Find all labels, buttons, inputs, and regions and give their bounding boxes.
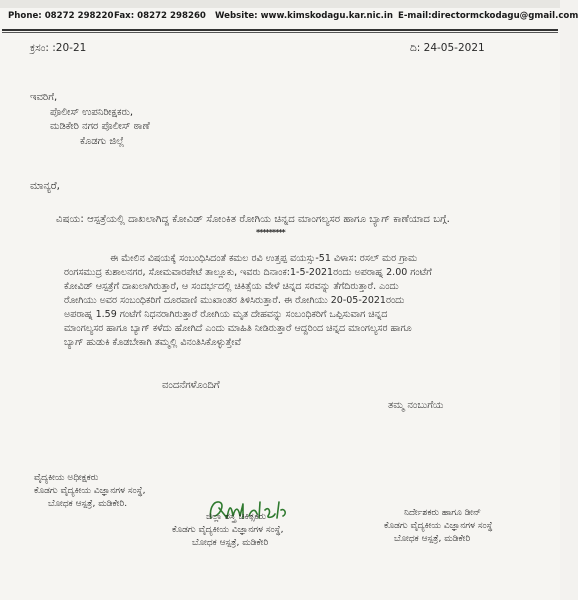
body-line-5: ಅಪರಾಹ್ನ 1.59 ಗಂಟೆಗೆ ನಿಧನರಾಗಿರುತ್ತಾರೆ ರೋಗಿಯ ಮೃತ ದೇಹವನ್ನು ಸಂಬಂಧಿಕರಿಗೆ ಒಪ್ಪಿಸುವಾಗ ಚಿನ್ನದ [64, 309, 388, 320]
signatory-2-title: ಜಿಲ್ಲಾ ಶಸ್ತ್ರ ಚಿಕಿತ್ಸಕರು [206, 512, 267, 522]
signatory-medical-superintendent [34, 472, 146, 511]
recipient-line-3: ಕೊಡಗು ಜಿಲ್ಲೆ [80, 136, 125, 147]
letter-date: ದಿ: 24-05-2021 [410, 42, 485, 54]
body-line-7: ಬ್ಯಾಗ್ ಹುಡುಕಿ ಕೊಡಬೇಕಾಗಿ ತಮ್ಮಲ್ಲಿ ವಿನಂತಿಸಿಕೊಳ್ಳುತ್ತೇವೆ [64, 337, 241, 348]
signatory-1-title: ವೈದ್ಯಕೀಯ ಅಧೀಕ್ಷಕರು [34, 473, 99, 483]
body-line-2: ರಂಗಸಮುದ್ರ ಕುಶಾಲನಗರ, ಸೋಮವಾರಪೇಟೆ ತಾಲ್ಲೂಕು, ಇವರು ದಿನಾಂಕ:1-5-2021ರಂದು ಅಪರಾಹ್ನ 2.00 ಗಂಟೆಗೆ [64, 267, 432, 278]
page-top-edge [0, 0, 560, 8]
subject-line: ವಿಷಯ: ಆಸ್ಪತ್ರೆಯಲ್ಲಿ ದಾಖಲಾಗಿದ್ದ ಕೋವಿಡ್ ಸೋಂಕಿತ ರೋಗಿಯ ಚಿನ್ನದ ಮಾಂಗಲ್ಯಸರ ಹಾಗೂ ಬ್ಯಾಗ್ ಕಾಣೆಯಾದ ಬಗ್ಗೆ. [56, 214, 450, 225]
letterhead-rule [2, 29, 558, 31]
signatory-3-institute: ಕೊಡಗು ವೈದ್ಯಕೀಯ ವಿಜ್ಞಾನಗಳ ಸಂಸ್ಥೆ [384, 521, 493, 531]
recipient-to: ಇವರಿಗೆ, [30, 92, 58, 103]
reference-number: ಕ್ರಸಂ: :20-21 [30, 42, 87, 54]
signatory-district-surgeon [172, 511, 284, 550]
signatory-2-institute: ಕೊಡಗು ವೈದ್ಯಕೀಯ ವಿಜ್ಞಾನಗಳ ಸಂಸ್ಥೆ, [172, 525, 284, 535]
closing-yours-faithfully: ತಮ್ಮ ನಂಬುಗೆಯ [388, 400, 444, 411]
body-line-1: ಈ ಮೇಲಿನ ವಿಷಯಕ್ಕೆ ಸಂಬಂಧಿಸಿದಂತೆ ಕಮಲ ರವಿ ಉತ್ತಪ್ಪ ವಯಸ್ಸು-51 ವಿಳಾಸ: ರಸಲ್ ಮರ ಗ್ರಾಮ [110, 253, 418, 264]
letterhead-email: E-mail:directormckodagu@gmail.com [398, 11, 578, 21]
signatory-director-dean [384, 507, 493, 546]
signatory-3-title: ನಿರ್ದೇಶಕರು ಹಾಗೂ ಡೀನ್ [404, 508, 481, 518]
letterhead-contact-bar [2, 9, 578, 27]
closing-greeting: ವಂದನೆಗಳೊಂದಿಗೆ [162, 380, 220, 391]
signatory-1-institute: ಕೊಡಗು ವೈದ್ಯಕೀಯ ವಿಜ್ಞಾನಗಳ ಸಂಸ್ಥೆ, [34, 486, 146, 496]
letterhead-website: Website: www.kimskodagu.kar.nic.in [215, 11, 393, 21]
salutation: ಮಾನ್ಯರೆ, [30, 180, 60, 192]
signatory-3-hospital: ಬೋಧಕ ಆಸ್ಪತ್ರೆ, ಮಡಿಕೇರಿ [394, 534, 471, 544]
separator-stars: ********* [256, 228, 285, 237]
body-line-4: ರೋಗಿಯು ಅವರ ಸಂಬಂಧಿಕರಿಗೆ ದೂರವಾಣಿ ಮುಖಾಂತರ ತಿಳಿಸಿರುತ್ತಾರೆ. ಈ ರೋಗಿಯು 20-05-2021ರಂದು [64, 295, 405, 306]
letterhead-fax: Fax: 08272 298260 [114, 11, 206, 21]
letterhead-rule-thin [2, 32, 558, 33]
recipient-line-2: ಮಡಿಕೇರಿ ನಗರ ಪೊಲೀಸ್ ಠಾಣೆ [50, 121, 150, 132]
signatory-2-hospital: ಬೋಧಕ ಆಸ್ಪತ್ರೆ, ಮಡಿಕೇರಿ [192, 538, 269, 548]
body-line-3: ಕೋವಿಡ್ ಆಸ್ಪತ್ರೆಗೆ ದಾಖಲಾಗಿರುತ್ತಾರೆ, ಆ ಸಂದರ್ಭದಲ್ಲಿ ಚಿಕಿತ್ಸೆಯ ವೇಳೆ ಚಿನ್ನದ ಸರವನ್ನು ತೆಗೆದಿರುತ್ತಾರೆ. ಎಂದು [64, 281, 399, 292]
signatory-1-hospital: ಬೋಧಕ ಆಸ್ಪತ್ರೆ, ಮಡಿಕೇರಿ. [48, 499, 128, 509]
body-line-6: ಮಾಂಗಲ್ಯಸರ ಹಾಗೂ ಬ್ಯಾಗ್ ಕಳೆದು ಹೋಗಿದೆ ಎಂದು ಮಾಹಿತಿ ನೀಡಿರುತ್ತಾರೆ ಆದ್ದರಿಂದ ಚಿನ್ನದ ಮಾಂಗಲ್ಯಸರ ಹಾಗೂ [64, 323, 412, 334]
letterhead-phone: Phone: 08272 298220 [8, 11, 114, 21]
recipient-line-1: ಪೊಲೀಸ್ ಉಪನಿರೀಕ್ಷಕರು, [50, 107, 134, 118]
